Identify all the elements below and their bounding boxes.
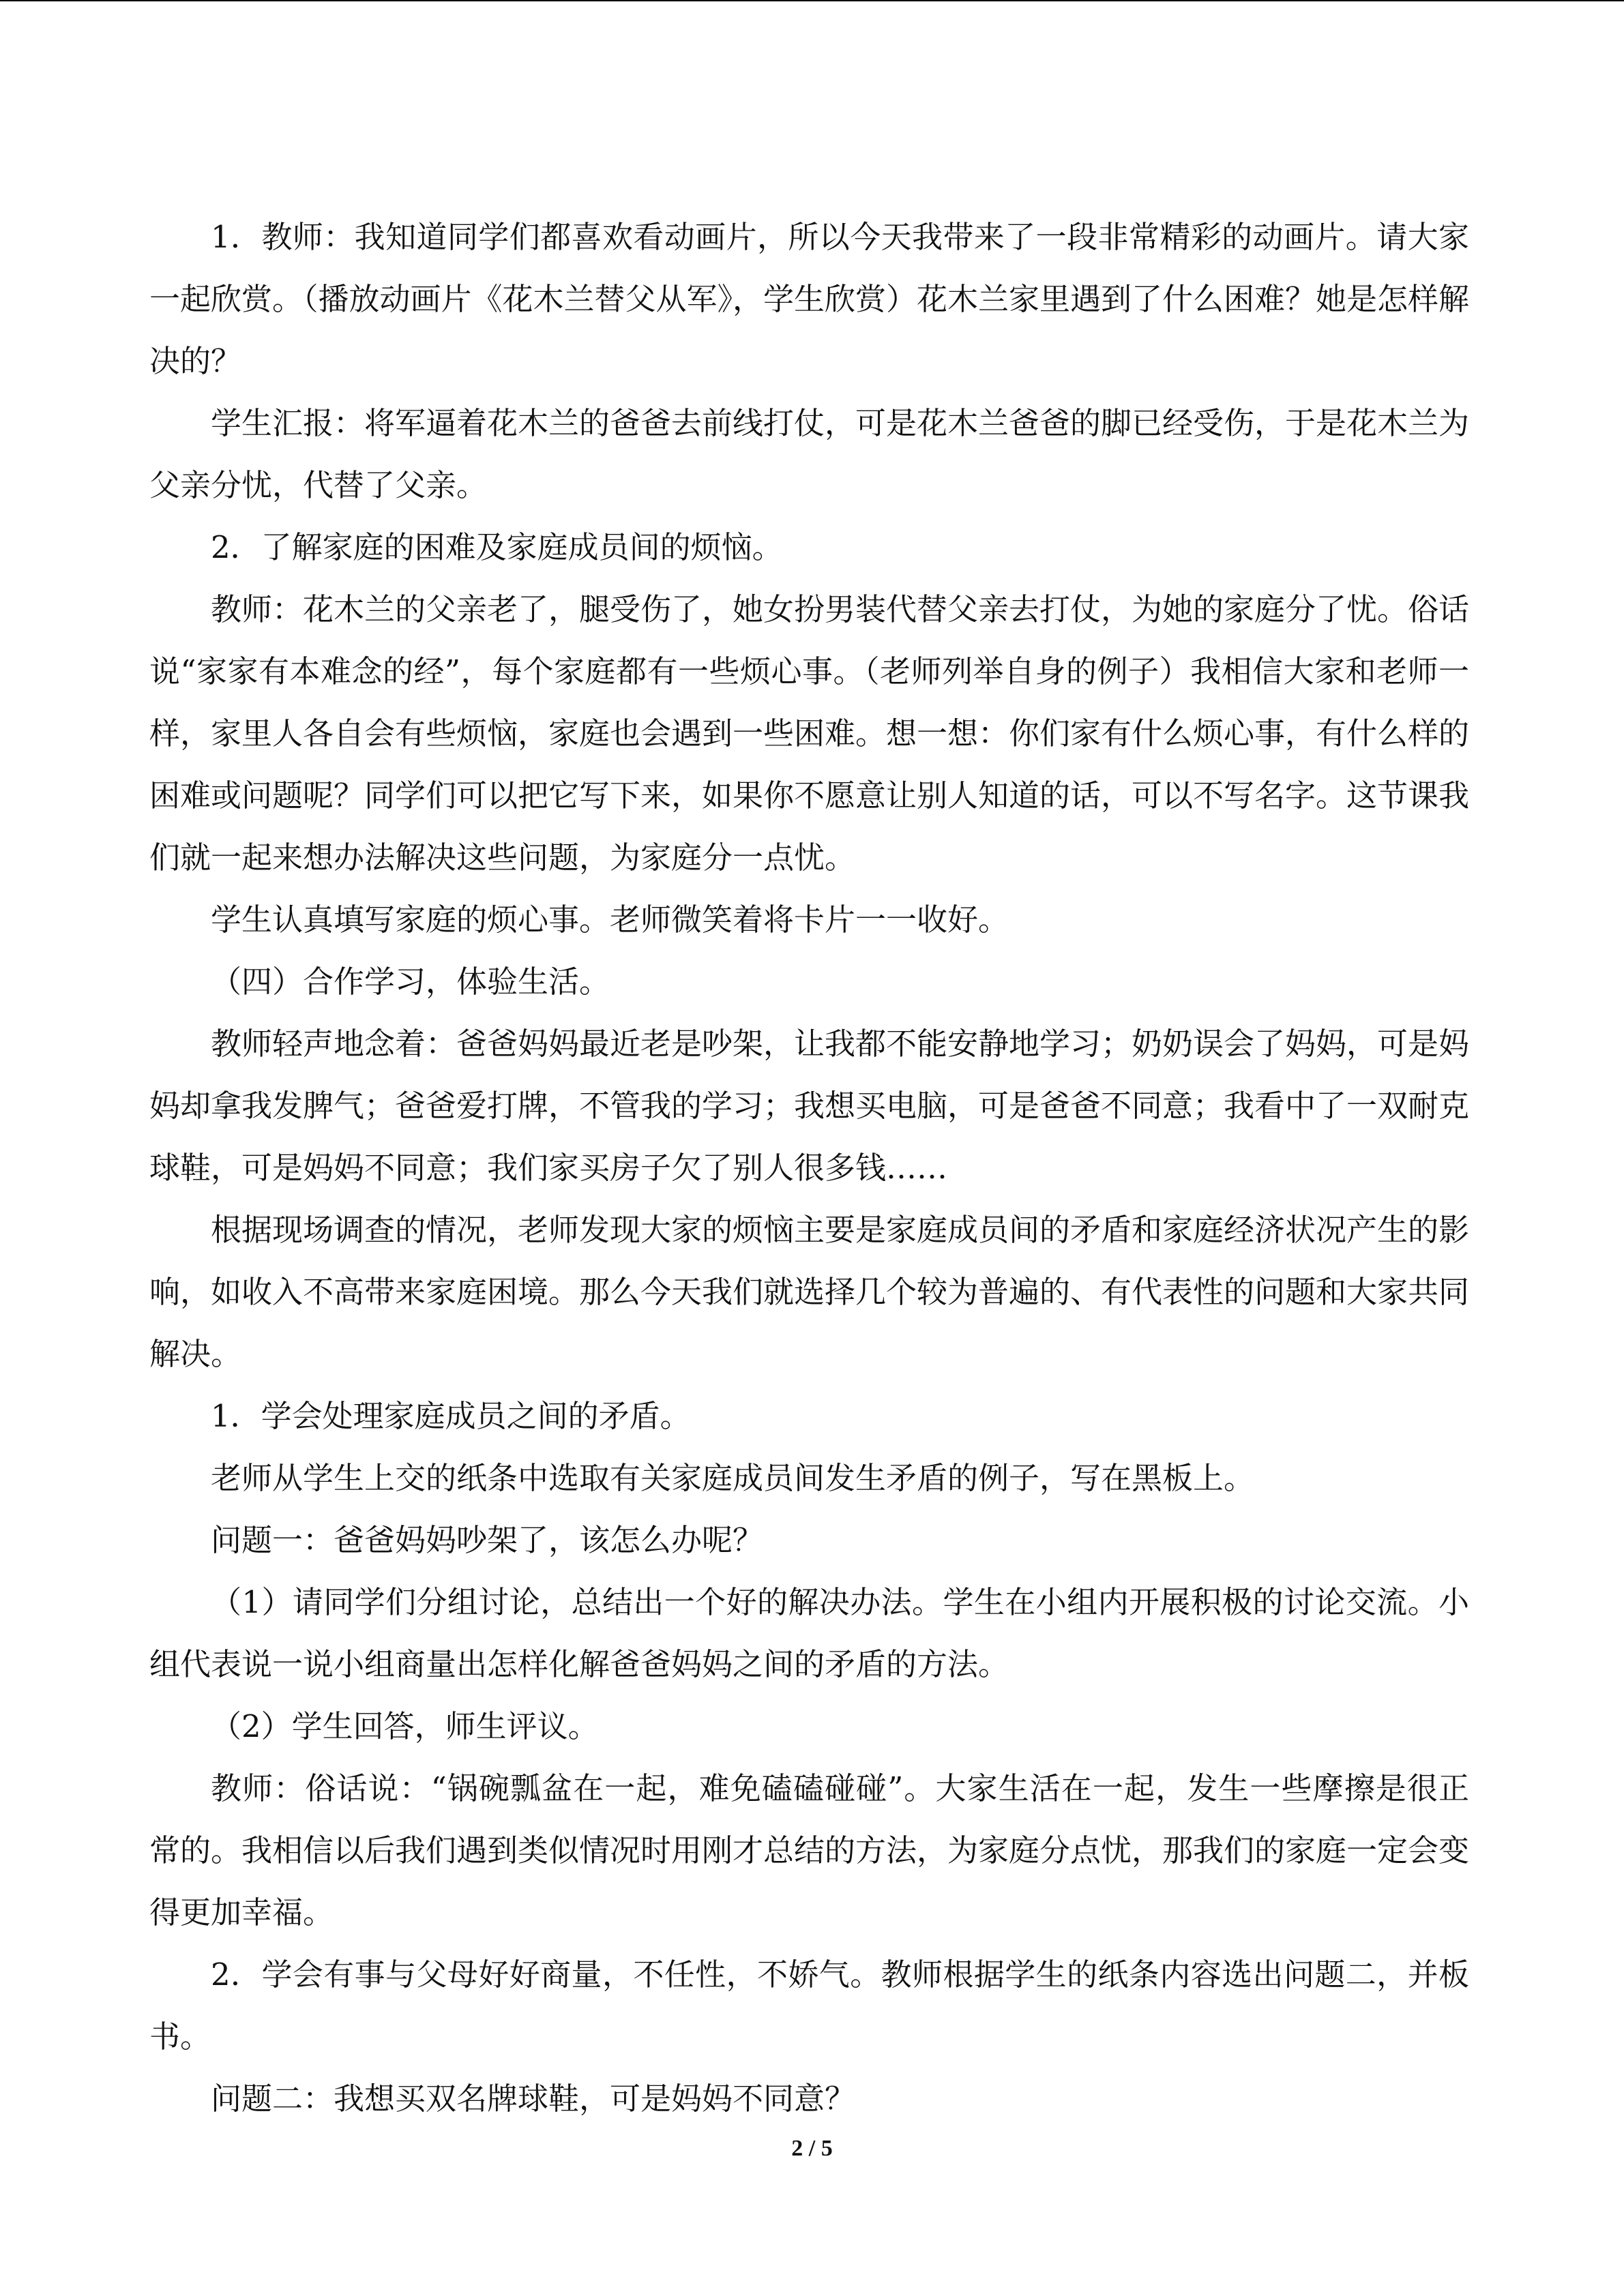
paragraph-8: 根据现场调查的情况，老师发现大家的烦恼主要是家庭成员间的矛盾和家庭经济状况产生的影响，如收入不高带来家庭困境。那么今天我们就选择几个较为普遍的、有代表性的问题和大家共同解决。 — [149, 1212, 1470, 1372]
paragraph-1: 1．教师：我知道同学们都喜欢看动画片，所以今天我带来了一段非常精彩的动画片。请大家一起欣赏。（播放动画片《花木兰替父从军》，学生欣赏）花木兰家里遇到了什么困难？她是怎样解决的？ — [149, 219, 1470, 379]
paragraph-4: 教师：花木兰的父亲老了，腿受伤了，她女扮男装代替父亲去打仗，为她的家庭分了忧。俗话说“家家有本难念的经”，每个家庭都有一些烦心事。（老师列举自身的例子）我相信大家和老师一样，家里人各自会有些烦恼，家庭也会遇到一些困难。想一想：你们家有什么烦心事，有什么样的困难或问题呢？同学们可以把它写下来，如果你不愿意让别人知道的话，可以不写名字。这节课我们就一起来想办法解决这些问题，为家庭分一点忧。 — [149, 591, 1470, 876]
paragraph-6: （四）合作学习，体验生活。 — [211, 964, 610, 1000]
paragraph-5: 学生认真填写家庭的烦心事。老师微笑着将卡片一一收好。 — [211, 901, 1009, 938]
paragraph-10: 老师从学生上交的纸条中选取有关家庭成员间发生矛盾的例子，写在黑板上。 — [211, 1460, 1255, 1496]
page-number: 2 / 5 — [791, 2136, 833, 2161]
paragraph-12: （1）请同学们分组讨论，总结出一个好的解决办法。学生在小组内开展积极的讨论交流。小组代表说一说小组商量出怎样化解爸爸妈妈之间的矛盾的方法。 — [149, 1584, 1469, 1682]
document-body — [149, 206, 1469, 2130]
paragraph-16: 问题二：我想买双名牌球鞋，可是妈妈不同意？ — [211, 2081, 856, 2117]
paragraph-3: 2．了解家庭的困难及家庭成员间的烦恼。 — [211, 529, 783, 565]
paragraph-13: （2）学生回答，师生评议。 — [211, 1708, 599, 1744]
paragraph-11: 问题一：爸爸妈妈吵架了，该怎么办呢？ — [211, 1522, 764, 1558]
paragraph-7: 教师轻声地念着：爸爸妈妈最近老是吵架，让我都不能安静地学习；奶奶误会了妈妈，可是妈妈却拿我发脾气；爸爸爱打牌，不管我的学习；我想买电脑，可是爸爸不同意；我看中了一双耐克球鞋，可是妈妈不同意；我们家买房子欠了别人很多钱…… — [149, 1026, 1470, 1186]
paragraph-2: 学生汇报：将军逼着花木兰的爸爸去前线打仗，可是花木兰爸爸的脚已经受伤，于是花木兰为父亲分忧，代替了父亲。 — [149, 405, 1470, 503]
paragraph-15: 2．学会有事与父母好好商量，不任性，不娇气。教师根据学生的纸条内容选出问题二，并板书。 — [149, 1956, 1469, 2055]
paragraph-14: 教师：俗话说：“锅碗瓢盆在一起，难免磕磕碰碰”。大家生活在一起，发生一些摩擦是很正常的。我相信以后我们遇到类似情况时用刚才总结的方法，为家庭分点忧，那我们的家庭一定会变得更加幸福。 — [149, 1770, 1470, 1930]
paragraph-9: 1．学会处理家庭成员之间的矛盾。 — [211, 1398, 691, 1434]
